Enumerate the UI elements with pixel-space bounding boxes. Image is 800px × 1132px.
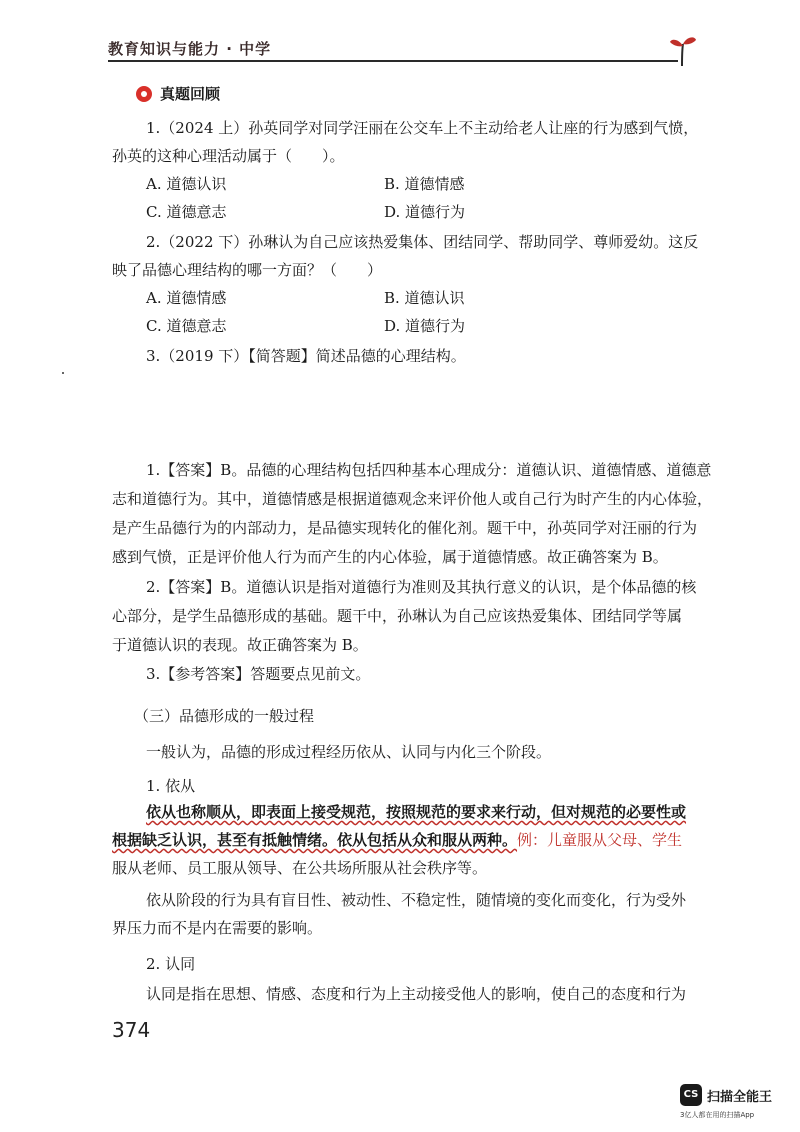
section-intro: 一般认为，品德的形成过程经历依从、认同与内化三个阶段。: [146, 743, 552, 761]
step-1-p1-line-1-text: 依从也称顺从，即表面上接受规范，按照规范的要求来行动，但对规范的必要性或: [146, 803, 687, 821]
section-title: （三）品德形成的一般过程: [134, 707, 315, 725]
q1-option-b: B. 道德情感: [384, 175, 465, 193]
q1-line-2: 孙英的这种心理活动属于（ ）。: [112, 147, 345, 165]
scanner-app-name: 扫描全能王: [707, 1090, 773, 1105]
sprout-icon: [668, 34, 698, 68]
step-1-p1-line-2: [112, 830, 682, 850]
step-1-p2-line-1: 依从阶段的行为具有盲目性、被动性、不稳定性，随情境的变化而变化，行为受外: [146, 891, 687, 909]
step-1-heading: 1. 依从: [146, 777, 196, 795]
answer-1-line-4: 感到气愤，正是评价他人行为而产生的内心体验，属于道德情感。故正确答案为 B。: [112, 548, 668, 566]
page-number: 374: [112, 1018, 151, 1042]
answer-2-line-2: 心部分，是学生品德形成的基础。题干中，孙琳认为自己应该热爱集体、团结同学等属: [112, 607, 683, 625]
answer-2-line-1: 2.【答案】B。道德认识是指对道德行为准则及其执行意义的认识，是个体品德的核: [146, 578, 697, 596]
q2-option-d: D. 道德行为: [384, 317, 466, 335]
answer-1-line-3: 是产生品德行为的内部动力，是品德实现转化的催化剂。题干中，孙英同学对汪丽的行为: [112, 519, 698, 537]
review-title: 真题回顾: [160, 85, 221, 103]
answer-1-line-1: 1.【答案】B。品德的心理结构包括四种基本心理成分：道德认识、道德情感、道德意: [146, 461, 712, 479]
scanner-watermark: [680, 1084, 792, 1124]
review-badge-icon: [136, 86, 152, 102]
header-rule: [108, 60, 678, 62]
step-1-p1-line-1: [146, 802, 686, 822]
answer-2-line-3: 于道德认识的表现。故正确答案为 B。: [112, 636, 368, 654]
step-1-p1-line-3: 服从老师、员工服从领导、在公共场所服从社会秩序等。: [112, 859, 488, 877]
q1-option-c: C. 道德意志: [146, 203, 227, 221]
q1-option-d: D. 道德行为: [384, 203, 466, 221]
scanner-app-tagline: 3亿人都在用的扫描App: [680, 1111, 755, 1119]
q2-option-a: A. 道德情感: [146, 289, 227, 307]
page-header: [0, 34, 800, 74]
q2-line-1: 2.（2022 下）孙琳认为自己应该热爱集体、团结同学、帮助同学、尊师爱幼。这反: [146, 233, 699, 251]
header-title: 教育知识与能力 · 中学: [108, 40, 272, 58]
q2-line-2: 映了品德心理结构的哪一方面？（ ）: [112, 261, 383, 279]
step-2-p1-line-1: 认同是指在思想、情感、态度和行为上主动接受他人的影响，使自己的态度和行为: [146, 985, 687, 1003]
q3-line-1: 3.（2019 下）【简答题】简述品德的心理结构。: [146, 347, 466, 365]
scanner-logo-icon: CS: [680, 1084, 702, 1106]
q1-line-1: 1.（2024 上）孙英同学对同学汪丽在公交车上不主动给老人让座的行为感到气愤，: [146, 119, 699, 137]
q2-option-c: C. 道德意志: [146, 317, 227, 335]
step-1-p1-line-2-text: 根据缺乏认识，甚至有抵触情绪。依从包括从众和服从两种。: [112, 831, 518, 849]
q2-option-b: B. 道德认识: [384, 289, 465, 307]
step-1-p2-line-2: 界压力而不是内在需要的影响。: [112, 919, 323, 937]
answer-3-line-1: 3.【参考答案】答题要点见前文。: [146, 665, 371, 683]
q1-option-a: A. 道德认识: [146, 175, 227, 193]
scan-speck: [62, 372, 64, 374]
step-1-example-note: 例：儿童服从父母、学生: [517, 831, 683, 849]
step-2-heading: 2. 认同: [146, 955, 196, 973]
answer-1-line-2: 志和道德行为。其中，道德情感是根据道德观念来评价他人或自己行为时产生的内心体验，: [112, 490, 713, 508]
